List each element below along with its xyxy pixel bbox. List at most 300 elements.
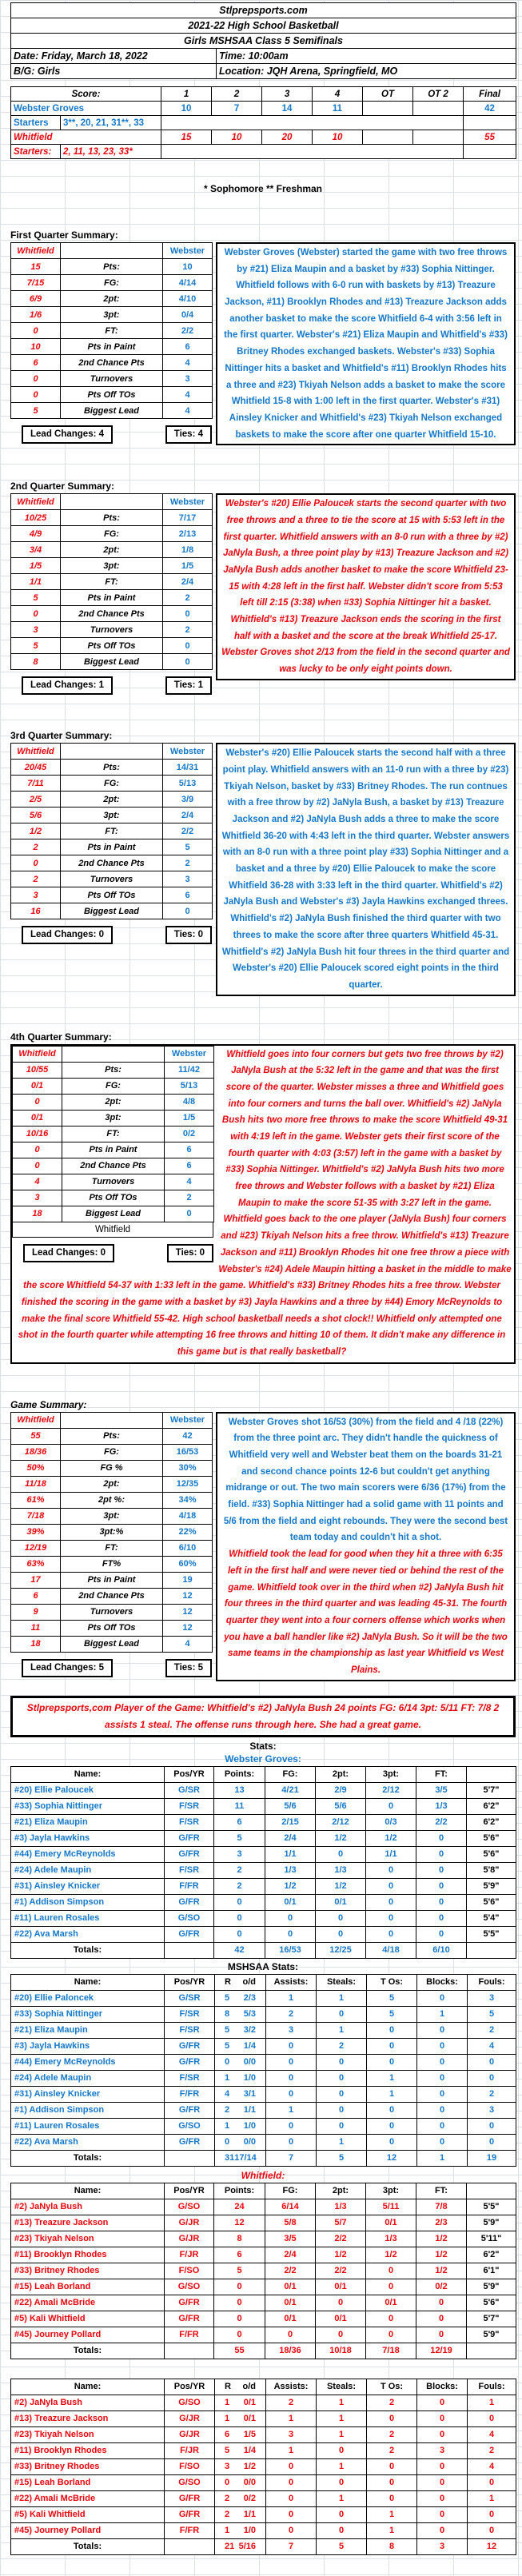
totals-3pt: 7/18 <box>366 2343 416 2359</box>
stat-label: FG: <box>61 526 163 542</box>
player-name: #45) Journey Pollard <box>11 2522 165 2538</box>
totals-ft: 12/19 <box>416 2343 467 2359</box>
whitfield-value: 3 <box>13 1190 62 1206</box>
quarter-stat-row <box>13 1190 214 1206</box>
quarter-stat-row <box>13 1110 214 1126</box>
ties: Ties: 4 <box>165 425 212 444</box>
player-blocks: 0 <box>417 2506 468 2522</box>
totals-row <box>11 2538 516 2554</box>
totals-row <box>11 2150 516 2166</box>
column-header: Assists: <box>266 2379 317 2395</box>
player-pos: G/SO <box>165 2279 214 2295</box>
webster-heading: Webster Groves: <box>225 1753 301 1765</box>
rebounds-total: 4 <box>225 2089 230 2099</box>
empty-cell <box>464 145 516 159</box>
player-height: 5'9" <box>467 1878 516 1894</box>
player-assists: 1 <box>266 1990 317 2006</box>
stat-label: Turnovers <box>61 871 163 887</box>
rebounds-total: 2 <box>225 2105 230 2115</box>
whitfield-value: 18 <box>13 1206 62 1222</box>
totals-row <box>11 2343 516 2359</box>
player-pos: G/SO <box>165 2395 215 2411</box>
whitfield-value: 5 <box>11 403 61 419</box>
player-points: 6 <box>214 2247 265 2263</box>
player-blocks: 0 <box>417 2022 468 2038</box>
totals-3pt: 4/18 <box>366 1942 416 1958</box>
player-turnovers: 1 <box>367 2086 417 2102</box>
player-name: #21) Eliza Maupin <box>11 1814 165 1830</box>
whitfield-value: 0 <box>13 1094 62 1110</box>
second-quarter-summary <box>10 481 516 695</box>
whitfield-value: 0/1 <box>13 1078 62 1094</box>
player-points: 11 <box>214 1798 265 1814</box>
webster-value: 34% <box>163 1492 213 1508</box>
player-rebounds <box>215 2086 266 2102</box>
player-assists: 0 <box>266 2474 317 2490</box>
player-fouls: 3 <box>468 1990 516 2006</box>
webster-value: 12 <box>163 1588 213 1604</box>
whitfield-value: 0 <box>11 323 61 339</box>
webster-value: 2/2 <box>163 323 213 339</box>
rebounds-off-def: 1/0 <box>243 2121 256 2131</box>
quarter-stat-row <box>11 606 213 622</box>
player-3pt: 0 <box>366 2311 416 2327</box>
player-blocks: 0 <box>417 2490 468 2506</box>
player-fouls: 0 <box>468 2411 516 2426</box>
player-3pt: 0 <box>366 2279 416 2295</box>
stat-label: 3pt:% <box>61 1524 163 1540</box>
player-fouls: 4 <box>468 2458 516 2474</box>
whitfield-team-name: Whitfield <box>11 130 161 145</box>
game-location: Location: JQH Arena, Springfield, MO <box>217 64 516 79</box>
rebounds-off-def: 3/2 <box>243 2025 256 2036</box>
totals-steals: 5 <box>317 2150 367 2166</box>
player-row <box>11 2086 516 2102</box>
player-3pt: 0 <box>366 2263 416 2279</box>
player-fouls: 0 <box>468 2474 516 2490</box>
rebounds-total: 2 <box>225 2494 230 2504</box>
webster-ot2 <box>413 102 464 116</box>
stat-label: Pts in Paint <box>61 590 163 606</box>
period-2: 2 <box>212 87 262 102</box>
player-height: 5'5" <box>467 2199 516 2215</box>
third-quarter-summary <box>10 730 516 995</box>
player-2pt: 2/2 <box>316 2231 366 2247</box>
webster-value: 10 <box>163 259 213 275</box>
quarter-stat-row <box>11 1460 213 1476</box>
player-fouls: 0 <box>468 2070 516 2086</box>
player-pos: G/FR <box>165 2038 215 2054</box>
rebounds-total: 31 <box>225 2153 235 2163</box>
quarter-stat-row <box>11 1524 213 1540</box>
webster-value: 1/8 <box>163 542 213 558</box>
webster-value: 5/13 <box>165 1078 214 1094</box>
player-fouls: 4 <box>468 2426 516 2442</box>
player-ft: 1/2 <box>416 2247 467 2263</box>
webster-value: 4 <box>163 387 213 403</box>
webster-mshsaa-table <box>10 1974 516 2167</box>
whitfield-value: 11/18 <box>11 1476 61 1492</box>
player-name: #22) Amali McBride <box>11 2490 165 2506</box>
whitfield-final: 55 <box>464 130 516 145</box>
rebounds-off-def: 0/1 <box>243 2398 256 2408</box>
player-fg: 0 <box>265 1926 316 1942</box>
player-fouls: 2 <box>468 2022 516 2038</box>
player-row <box>11 2118 516 2134</box>
scoring-header-row <box>11 1766 516 1782</box>
rebounds-total: 5 <box>225 1993 230 2004</box>
ties: Ties: 0 <box>167 1244 213 1262</box>
webster-value: 1/5 <box>165 1110 214 1126</box>
stat-label: 2pt: <box>61 792 163 807</box>
column-header: 2pt: <box>316 1766 366 1782</box>
quarter-stat-row <box>11 574 213 590</box>
webster-value: 0 <box>163 606 213 622</box>
player-points: 13 <box>214 1782 265 1798</box>
whitfield-heading: Whitfield: <box>241 2169 285 2181</box>
player-row <box>11 2311 516 2327</box>
player-fg: 0/1 <box>265 2295 316 2311</box>
player-pos: F/JR <box>165 2247 214 2263</box>
player-name: #11) Lauren Rosales <box>11 1910 165 1926</box>
totals-label: Totals: <box>11 2150 165 2166</box>
player-assists: 0 <box>266 2054 317 2070</box>
whitfield-value: 0 <box>11 371 61 387</box>
player-assists: 0 <box>266 2490 317 2506</box>
column-header: 2pt: <box>316 2183 366 2199</box>
player-rebounds <box>215 2426 266 2442</box>
totals-rebounds <box>215 2538 266 2554</box>
column-header <box>467 1766 516 1782</box>
player-rebounds <box>215 2006 266 2022</box>
whitfield-value: 7/15 <box>11 275 61 291</box>
stat-label: Pts in Paint <box>62 1142 165 1158</box>
player-height: 5'6" <box>467 1830 516 1846</box>
game-narrative <box>216 1412 516 1681</box>
webster-value: 7/17 <box>163 510 213 526</box>
player-row <box>11 2411 516 2426</box>
player-fg: 6/14 <box>265 2199 316 2215</box>
totals-fg: 16/53 <box>265 1942 316 1958</box>
stat-label: Pts Off TOs <box>61 1620 163 1636</box>
player-points: 5 <box>214 1830 265 1846</box>
left-team-label: Whitfield <box>11 1412 61 1428</box>
player-pos: F/FR <box>165 2327 214 2343</box>
player-row <box>11 2038 516 2054</box>
player-3pt: 0/1 <box>366 2295 416 2311</box>
player-points: 0 <box>214 2295 265 2311</box>
webster-value: 4/14 <box>163 275 213 291</box>
empty-cell <box>467 1942 516 1958</box>
whitfield-value: 0 <box>13 1158 62 1174</box>
player-row <box>11 2070 516 2086</box>
whitfield-value: 1/2 <box>11 823 61 839</box>
quarter-stat-row <box>11 1508 213 1524</box>
player-turnovers: 0 <box>367 2490 417 2506</box>
player-row <box>11 2102 516 2118</box>
player-row <box>11 2522 516 2538</box>
webster-value: 14/31 <box>163 760 213 776</box>
player-row <box>11 2279 516 2295</box>
webster-value: 30% <box>163 1460 213 1476</box>
player-pos: F/SR <box>165 2022 215 2038</box>
player-turnovers: 0 <box>367 2118 417 2134</box>
quarter-stat-row <box>13 1126 214 1142</box>
whitfield-value: 1/6 <box>11 307 61 323</box>
player-2pt: 0 <box>316 2327 366 2343</box>
webster-value: 0 <box>163 638 213 654</box>
webster-value: 0 <box>165 1206 214 1222</box>
quarter-stat-row <box>13 1078 214 1094</box>
player-row <box>11 1926 516 1942</box>
player-2pt: 2/12 <box>316 1814 366 1830</box>
rebounds-off-def: 3/1 <box>243 2089 256 2099</box>
player-rebounds <box>215 2022 266 2038</box>
whitfield-value: 4/9 <box>11 526 61 542</box>
whitfield-value: 1/1 <box>11 574 61 590</box>
quarter-narrative: Whitfield goes into four corners but gets two free throws by #2) JaNyla Bush at the 5:32 left in the game and that was the first score of the quarter. Webster misses a three and Whitfield goes into four corners and turns the ball over. Whitfield's #2) JaNyla Bush hits two more free throws to make the score Whitfield 49-31 with 4:19 left in the game. Webster gets their first score of the fourth quarter with 4:03 (3:57) left in the game with a basket by #33) Sophia Nittinger. Whitfield's #2) JaNyla Bush hits two more free throws and Webster follows with a basket by #21) Eliza Maupin to make the score 51-35 with 3:27 left in the game. Whitfield goes back to the one player (JaNyla Bush) four corners and #23) Tkiyah Nelson hits a free throw. Whitfield's #13) Treazure Jackson and #11) Brooklyn Rhodes hit one free throw a piece with Webster's #24) Adele Maupin hitting a basket in the middle to make the score Whitfield 54-37 with 1:33 left in the game. Whitfield's #33) Britney Rhodes hits a free throw. Webster finished the scoring in the game with a basket by #3) Jayla Hawkins and a three by #44) Emory McReynolds to make the final score Whitfield 55-42. High school basketball needs a shot clock!! Whitfield only attempted one shot in the fourth quarter while attempting 16 free throws and hitting 10 of them. It didn't make any difference in this game but is that really basketball? <box>18 1049 512 1357</box>
stat-label: 3pt: <box>61 1508 163 1524</box>
whitfield-value: 9 <box>11 1604 61 1620</box>
column-header: Steals: <box>317 2379 367 2395</box>
period-1: 1 <box>161 87 212 102</box>
totals-steals: 5 <box>317 2538 367 2554</box>
stat-label: Pts Off TOs <box>61 387 163 403</box>
stat-label: Pts in Paint <box>61 339 163 355</box>
stat-label: 2pt: <box>61 1476 163 1492</box>
player-turnovers: 5 <box>367 2006 417 2022</box>
column-header: Assists: <box>266 1974 317 1990</box>
player-fg: 2/15 <box>265 1814 316 1830</box>
player-row <box>11 2442 516 2458</box>
quarter-narrative: Webster's #20) Ellie Paloucek starts the second half with a three point play. Whitfield answers with an 11-0 run with a three by #23) Tkiyah Nelson, basket by #33) Britney Rhodes. The run contnues with a free throw by #2) JaNyla Bush, a basket by #13) Treazure Jackson and #2) JaNyla Bush adds a three to make the score Whitfield 36-20 with 4:43 left in the third quarter. Webster answers with an 8-0 run with a three point play #33) Sophia Nittinger and a basket and a three by #20) Ellie Paloucek to make the score Whitfield 36-28 with 3:33 left in the third quarter. Whitfield's #2) JaNyla Bush and Webster's #3) Jayla Hawkins exchanged threes. Whitfield's #2) JaNyla Bush finished the third quarter with two threes to make the score after three quarters Whitfield 45-31. Whitfield's #2) JaNyla Bush hit four threes in the third quarter and Webster's #20) Ellie Paloucek scored eight points in the third quarter. <box>216 743 516 995</box>
score-label: Score: <box>11 87 161 102</box>
player-blocks: 0 <box>417 2458 468 2474</box>
left-team-label: Whitfield <box>11 744 61 760</box>
player-row <box>11 2295 516 2311</box>
stat-label: Turnovers <box>61 622 163 638</box>
player-row <box>11 1862 516 1878</box>
whitfield-value: 0 <box>13 1142 62 1158</box>
column-header: Pos/YR <box>165 2183 214 2199</box>
rebounds-total: 0 <box>225 2137 230 2147</box>
stat-label: Biggest Lead <box>61 654 163 670</box>
rebounds-total: 2 <box>225 2510 230 2520</box>
player-name: #1) Addison Simpson <box>11 2102 165 2118</box>
player-row <box>11 1878 516 1894</box>
player-2pt: 0 <box>316 1926 366 1942</box>
player-fg: 5/8 <box>265 2215 316 2231</box>
rebounds-total: R <box>225 1977 231 1988</box>
quarter-stat-row <box>11 638 213 654</box>
whitfield-q4: 10 <box>313 130 363 145</box>
quarter-stat-row <box>11 1636 213 1652</box>
stat-label: Pts Off TOs <box>61 887 163 903</box>
stat-label: 3pt: <box>61 307 163 323</box>
team-header-row <box>11 744 213 760</box>
player-blocks: 0 <box>417 2118 468 2134</box>
player-row <box>11 2054 516 2070</box>
right-team-label: Webster <box>165 1046 214 1062</box>
quarter-stat-row <box>13 1062 214 1078</box>
whitfield-value: 2 <box>11 871 61 887</box>
period-final: Final <box>464 87 516 102</box>
player-height: 5'8" <box>467 1862 516 1878</box>
player-name: #3) Jayla Hawkins <box>11 2038 165 2054</box>
quarter-stat-row <box>11 323 213 339</box>
webster-value: 1/5 <box>163 558 213 574</box>
player-rebounds <box>215 1990 266 2006</box>
rebounds-total: 5 <box>225 2446 230 2456</box>
player-ft: 0 <box>416 1846 467 1862</box>
player-pos: F/SR <box>165 2070 215 2086</box>
player-blocks: 0 <box>417 2522 468 2538</box>
stat-label: Turnovers <box>62 1174 165 1190</box>
stat-label: 3pt: <box>61 558 163 574</box>
column-header: FG: <box>265 1766 316 1782</box>
player-name: #20) Ellie Paloucek <box>11 1782 165 1798</box>
stat-label: Pts: <box>62 1062 165 1078</box>
empty-cell <box>161 145 464 159</box>
player-turnovers: 2 <box>367 2442 417 2458</box>
rebounds-off-def: 1/0 <box>243 2526 256 2536</box>
whitfield-value: 63% <box>11 1556 61 1572</box>
period-3: 3 <box>262 87 313 102</box>
stat-label: Turnovers <box>61 1604 163 1620</box>
player-points: 0 <box>214 2327 265 2343</box>
webster-value: 12 <box>163 1620 213 1636</box>
scoring-header-row <box>11 2183 516 2199</box>
totals-fouls: 12 <box>468 2538 516 2554</box>
whitfield-value: 0/1 <box>13 1110 62 1126</box>
webster-value: 22% <box>163 1524 213 1540</box>
event-title: Girls MSHSAA Class 5 Semifinals <box>11 34 516 49</box>
webster-value: 5/13 <box>163 776 213 792</box>
webster-final: 42 <box>464 102 516 116</box>
player-steals: 0 <box>317 2006 367 2022</box>
column-header: FT: <box>416 1766 467 1782</box>
webster-starters: 3**, 20, 21, 31**, 33 <box>61 116 161 130</box>
player-name: #23) Tkiyah Nelson <box>11 2426 165 2442</box>
lead-changes-row <box>10 926 212 944</box>
player-steals: 0 <box>317 2086 367 2102</box>
webster-value: 2/4 <box>163 807 213 823</box>
webster-value: 12/35 <box>163 1476 213 1492</box>
whitfield-value: 7/11 <box>11 776 61 792</box>
column-header: Pos/YR <box>165 1974 215 1990</box>
player-ft: 3/5 <box>416 1782 467 1798</box>
column-header: Pos/YR <box>165 1766 214 1782</box>
player-turnovers: 0 <box>367 2102 417 2118</box>
player-ft: 0 <box>416 1894 467 1910</box>
whitfield-value: 6/9 <box>11 291 61 307</box>
player-3pt: 0/3 <box>366 1814 416 1830</box>
player-assists: 3 <box>266 2022 317 2038</box>
player-height: 5'5" <box>467 1926 516 1942</box>
quarter-stat-row <box>11 542 213 558</box>
player-pos: G/SR <box>165 1990 215 2006</box>
stat-label: Turnovers <box>61 371 163 387</box>
player-height: 5'6" <box>467 1894 516 1910</box>
section-title: 2nd Quarter Summary: <box>10 481 115 492</box>
quarter-stat-row <box>11 855 213 871</box>
stat-label: 3pt: <box>61 807 163 823</box>
stat-label: FG % <box>61 1460 163 1476</box>
player-fg: 0 <box>265 2327 316 2343</box>
player-assists: 1 <box>266 2411 317 2426</box>
player-points: 3 <box>214 1846 265 1862</box>
quarter-stat-row <box>11 307 213 323</box>
webster-value: 11/42 <box>165 1062 214 1078</box>
player-fg: 4/21 <box>265 1782 316 1798</box>
player-blocks: 0 <box>417 2054 468 2070</box>
totals-ft: 6/10 <box>416 1942 467 1958</box>
player-height: 5'11" <box>467 2231 516 2247</box>
player-name: #33) Britney Rhodes <box>11 2263 165 2279</box>
player-rebounds <box>215 2070 266 2086</box>
player-fg: 2/4 <box>265 2247 316 2263</box>
rebounds-off-def: 0/0 <box>243 2478 256 2488</box>
webster-value: 0 <box>163 903 213 919</box>
quarter-stat-row <box>11 792 213 807</box>
stat-label: 2nd Chance Pts <box>62 1158 165 1174</box>
empty-cell <box>464 116 516 130</box>
player-name: #23) Tkiyah Nelson <box>11 2231 165 2247</box>
class-legend: * Sophomore ** Freshman <box>203 183 323 194</box>
webster-q1: 10 <box>161 102 212 116</box>
webster-value: 0/2 <box>165 1126 214 1142</box>
empty-cell <box>61 1412 163 1428</box>
player-steals: 2 <box>317 2038 367 2054</box>
player-pos: F/SO <box>165 2263 214 2279</box>
quarter-stat-table <box>10 493 213 670</box>
right-team-label: Webster <box>163 494 213 510</box>
player-pos: G/SR <box>165 1782 214 1798</box>
webster-q2: 7 <box>212 102 262 116</box>
stat-label: Pts in Paint <box>61 839 163 855</box>
player-name: #13) Treazure Jackson <box>11 2411 165 2426</box>
webster-value: 4 <box>163 355 213 371</box>
player-height: 5'6" <box>467 2295 516 2311</box>
totals-blocks: 1 <box>417 2150 468 2166</box>
player-row <box>11 1814 516 1830</box>
rebounds-off-def: 1/1 <box>243 2105 256 2115</box>
player-steals: 0 <box>317 2118 367 2134</box>
webster-q4: 11 <box>313 102 363 116</box>
game-summary <box>10 1399 516 1681</box>
player-steals: 1 <box>317 2022 367 2038</box>
whitfield-value: 55 <box>11 1428 61 1444</box>
stat-label: 3pt: <box>62 1110 165 1126</box>
player-assists: 0 <box>266 2134 317 2150</box>
rebounds-total: 1 <box>225 2526 230 2536</box>
whitfield-mshsaa-table <box>10 2379 516 2555</box>
player-pos: F/SR <box>165 2006 215 2022</box>
quarter-stat-row <box>11 526 213 542</box>
whitfield-q2: 10 <box>212 130 262 145</box>
whitfield-q1: 15 <box>161 130 212 145</box>
webster-score-row <box>11 102 516 116</box>
section-title: 3rd Quarter Summary: <box>10 730 113 742</box>
webster-value: 6 <box>163 339 213 355</box>
player-fg: 3/5 <box>265 2231 316 2247</box>
webster-starters-row <box>11 116 516 130</box>
player-points: 6 <box>214 1814 265 1830</box>
empty-cell <box>165 2343 214 2359</box>
player-height: 5'7" <box>467 1782 516 1798</box>
stat-label: 2pt: <box>61 291 163 307</box>
player-turnovers: 0 <box>367 2134 417 2150</box>
